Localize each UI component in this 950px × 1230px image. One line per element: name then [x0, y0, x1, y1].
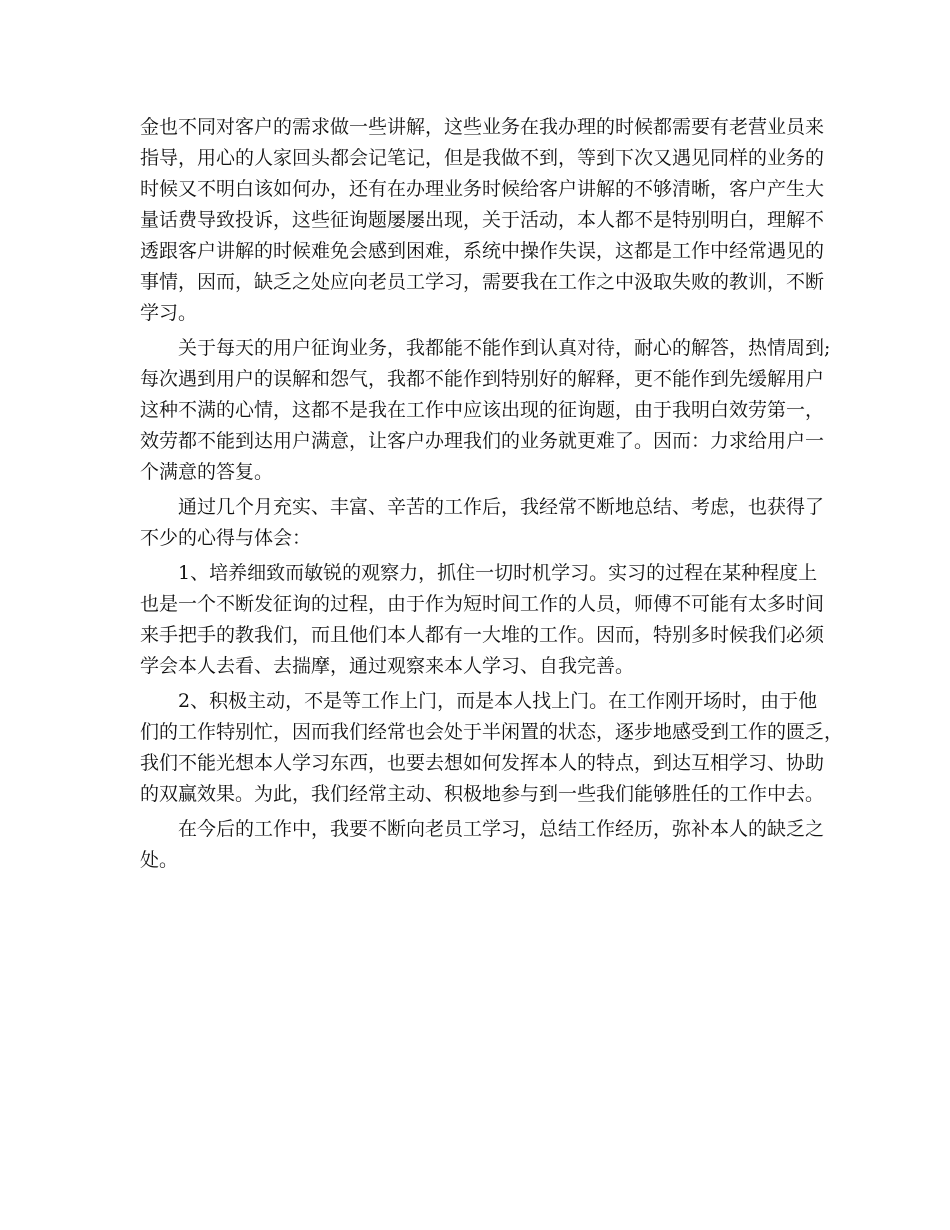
text-line: 时候又不明白该如何办，还有在办理业务时候给客户讲解的不够清晰，客户产生大 — [140, 178, 825, 200]
text-line: 效劳都不能到达用户满意，让客户办理我们的业务就更难了。因而：力求给用户一 — [140, 430, 825, 452]
paragraph-1 — [140, 112, 825, 329]
paragraph-5 — [140, 686, 844, 810]
paragraph-4 — [140, 558, 825, 682]
text-line: 个满意的答复。 — [140, 461, 274, 483]
text-line: 学习。 — [140, 302, 198, 324]
text-line: 们的工作特别忙，因而我们经常也会处于半闲置的状态，逐步地感受到工作的匮乏， — [140, 721, 844, 743]
text-line: 处。 — [140, 849, 179, 871]
text-line: 指导，用心的人家回头都会记笔记，但是我做不到，等到下次又遇见同样的业务的 — [140, 147, 825, 169]
text-line: 透跟客户讲解的时候难免会感到困难，系统中操作失误，这都是工作中经常遇见的 — [140, 240, 825, 262]
text-line: 事情，因而，缺乏之处应向老员工学习，需要我在工作之中汲取失败的教训，不断 — [140, 271, 825, 293]
text-line: 来手把手的教我们，而且他们本人都有一大堆的工作。因而，特别多时候我们必须 — [140, 624, 825, 646]
text-line: 通过几个月充实、丰富、辛苦的工作后，我经常不断地总结、考虑，也获得了 — [178, 496, 825, 518]
paragraph-6 — [140, 814, 825, 876]
text-line: 学会本人去看、去揣摩，通过观察来本人学习、自我完善。 — [140, 655, 635, 677]
text-line: 这种不满的心情，这都不是我在工作中应该出现的征询题，由于我明白效劳第一， — [140, 399, 825, 421]
text-line: 金也不同对客户的需求做一些讲解，这些业务在我办理的时候都需要有老营业员来 — [140, 116, 825, 138]
text-line: 2、积极主动，不是等工作上门，而是本人找上门。在工作刚开场时，由于他 — [178, 690, 818, 712]
text-line: 量话费导致投诉，这些征询题屡屡出现，关于活动，本人都不是特别明白，理解不 — [140, 209, 825, 231]
text-line: 不少的心得与体会： — [140, 527, 312, 549]
document-body — [140, 112, 844, 880]
paragraph-2 — [140, 333, 831, 488]
text-line: 每次遇到用户的误解和怨气，我都不能作到特别好的解释，更不能作到先缓解用户 — [140, 368, 825, 390]
paragraph-3 — [140, 492, 825, 554]
text-line: 也是一个不断发征询的过程，由于作为短时间工作的人员，师傅不可能有太多时间 — [140, 593, 825, 615]
text-line: 的双赢效果。为此，我们经常主动、积极地参与到一些我们能够胜任的工作中去。 — [140, 783, 825, 805]
text-line: 我们不能光想本人学习东西，也要去想如何发挥本人的特点，到达互相学习、协助 — [140, 752, 825, 774]
text-line: 在今后的工作中，我要不断向老员工学习，总结工作经历，弥补本人的缺乏之 — [178, 818, 825, 840]
text-line: 1、培养细致而敏锐的观察力，抓住一切时机学习。实习的过程在某种程度上 — [178, 562, 818, 584]
text-line: 关于每天的用户征询业务，我都能不能作到认真对待，耐心的解答，热情周到; — [178, 337, 831, 359]
